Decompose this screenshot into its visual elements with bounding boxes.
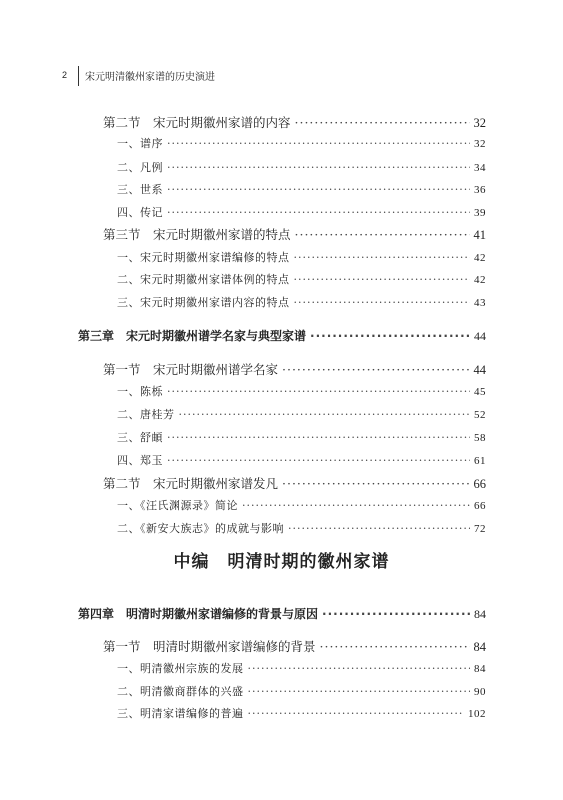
toc-entry-chapter <box>78 327 486 344</box>
toc-entry-subsection <box>117 181 486 197</box>
dot-leader <box>167 431 470 444</box>
toc-entry-title: 一、陈栎 <box>117 385 163 398</box>
dot-leader <box>179 408 471 421</box>
toc-entry-subsection <box>117 452 486 468</box>
toc-entry-subsection <box>117 520 486 536</box>
toc-entry-subsection <box>117 406 486 422</box>
toc-entry-page: 66 <box>473 477 486 491</box>
toc-entry-title: 第三章 宋元时期徽州谱学名家与典型家谱 <box>78 329 307 343</box>
toc-entry-page: 84 <box>474 663 486 675</box>
part-label: 中编 <box>173 552 210 572</box>
toc-entry-chapter <box>78 605 486 622</box>
dot-leader <box>167 183 470 196</box>
toc-entry-page: 34 <box>474 162 486 174</box>
toc-entry-title: 三、世系 <box>117 183 163 196</box>
page-number: 2 <box>62 70 68 80</box>
toc-entry-section <box>103 225 486 243</box>
toc-entry-title: 二、明清徽商群体的兴盛 <box>117 685 244 698</box>
dot-leader <box>294 251 471 264</box>
toc-entry-title: 一、《汪氏渊源录》简论 <box>117 499 238 512</box>
header-divider <box>78 66 79 86</box>
dot-leader <box>167 161 470 174</box>
toc-entry-page: 84 <box>474 607 486 621</box>
toc-entry-subsection <box>117 135 486 151</box>
toc-entry-page: 102 <box>468 708 486 720</box>
toc-entry-section <box>103 474 486 492</box>
toc-entry-subsection <box>117 249 486 265</box>
dot-leader <box>167 454 470 467</box>
toc-entry-section <box>103 637 486 655</box>
dot-leader <box>167 137 470 150</box>
dot-leader <box>310 329 470 343</box>
part-title: 明清时期的徽州家谱 <box>227 552 390 572</box>
toc-entry-title: 第一节 宋元时期徽州谱学名家 <box>103 362 279 377</box>
toc-entry-title: 四、郑玉 <box>117 454 163 467</box>
toc-entry-subsection <box>117 683 486 699</box>
toc-entry-page: 42 <box>474 274 486 286</box>
dot-leader <box>248 662 471 675</box>
dot-leader <box>320 639 470 654</box>
dot-leader <box>322 607 470 621</box>
dot-leader <box>288 522 470 535</box>
toc-entry-page: 72 <box>474 523 486 535</box>
dot-leader <box>167 206 470 219</box>
toc-entry-page: 39 <box>474 207 486 219</box>
toc-entry-title: 三、宋元时期徽州家谱内容的特点 <box>117 296 290 309</box>
toc-entry-title: 第四章 明清时期徽州家谱编修的背景与原因 <box>78 607 319 621</box>
toc-entry-page: 44 <box>473 363 486 377</box>
toc-entry-section <box>103 360 486 378</box>
toc-entry-page: 43 <box>474 297 486 309</box>
toc-entry-page: 44 <box>474 329 486 343</box>
toc-entry-page: 32 <box>473 116 486 130</box>
toc-entry-page: 52 <box>474 409 486 421</box>
running-header <box>62 66 215 86</box>
running-title: 宋元明清徽州家谱的历史演进 <box>85 72 215 83</box>
toc-entry-subsection <box>117 271 486 287</box>
toc-entry-title: 三、舒頔 <box>117 431 163 444</box>
toc-entry-title: 二、唐桂芳 <box>117 408 175 421</box>
dot-leader <box>282 476 469 491</box>
dot-leader <box>294 296 471 309</box>
dot-leader <box>248 707 465 720</box>
toc-entry-page: 84 <box>473 640 486 654</box>
toc-entry-page: 90 <box>474 686 486 698</box>
dot-leader <box>242 499 470 512</box>
toc-entry-title: 一、谱序 <box>117 137 163 150</box>
toc-entry-subsection <box>117 705 486 721</box>
toc-entry-subsection <box>117 383 486 399</box>
dot-leader <box>294 273 471 286</box>
toc-entry-title: 一、宋元时期徽州家谱编修的特点 <box>117 251 290 264</box>
toc-entry-page: 36 <box>474 184 486 196</box>
toc-entry-title: 二、宋元时期徽州家谱体例的特点 <box>117 273 290 286</box>
toc-entry-title: 二、《新安大族志》的成就与影响 <box>117 522 284 535</box>
toc-entry-page: 45 <box>474 386 486 398</box>
toc-entry-subsection <box>117 429 486 445</box>
dot-leader <box>248 685 471 698</box>
toc-entry-page: 41 <box>473 228 486 242</box>
dot-leader <box>167 385 470 398</box>
toc-entry-title: 三、明清家谱编修的普遍 <box>117 707 244 720</box>
toc-entry-title: 第二节 宋元时期徽州家谱发凡 <box>103 476 279 491</box>
dot-leader <box>282 362 469 377</box>
toc-entry-subsection <box>117 294 486 310</box>
toc-entry-title: 第一节 明清时期徽州家谱编修的背景 <box>103 639 316 654</box>
toc-entry-title: 四、传记 <box>117 206 163 219</box>
toc-entry-page: 58 <box>474 432 486 444</box>
toc-entry-page: 61 <box>474 455 486 467</box>
toc-entry-subsection <box>117 204 486 220</box>
toc-entry-title: 第三节 宋元时期徽州家谱的特点 <box>103 227 291 242</box>
toc-entry-page: 32 <box>474 138 486 150</box>
dot-leader <box>295 227 470 242</box>
toc-entry-title: 一、明清徽州宗族的发展 <box>117 662 244 675</box>
toc-entry-title: 二、凡例 <box>117 161 163 174</box>
toc-entry-subsection <box>117 660 486 676</box>
toc-entry-title: 第二节 宋元时期徽州家谱的内容 <box>103 115 291 130</box>
part-heading <box>0 547 563 572</box>
toc-entry-subsection <box>117 497 486 513</box>
toc-entry-subsection <box>117 159 486 175</box>
toc-entry-page: 66 <box>474 500 486 512</box>
toc-entry-page: 42 <box>474 252 486 264</box>
dot-leader <box>295 115 470 130</box>
toc-entry-section <box>103 113 486 131</box>
